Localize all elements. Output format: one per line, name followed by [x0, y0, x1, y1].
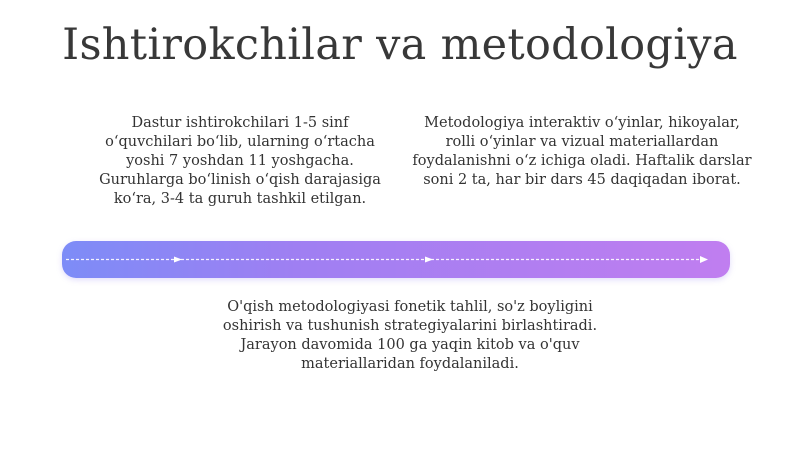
participants-paragraph: Dastur ishtirokchilari 1-5 sinf oʻquvchilari boʻlib, ularning oʻrtacha yoshi 7 yoshdan 11 yoshgacha. Guruhlarga boʻlinish oʻqish darajasiga koʻra, 3-4 ta guruh tashkil etilgan.	[99, 115, 381, 207]
methodology-paragraph: Metodologiya interaktiv oʻyinlar, hikoyalar, rolli oʻyinlar va vizual materiallardan foydalanishni oʻz ichiga oladi. Haftalik darslar soni 2 ta, har bir dars 45 daqiqadan iborat.	[412, 115, 752, 188]
arrow-head-2	[425, 257, 433, 263]
slide-title: Ishtirokchilar va metodologiya	[62, 20, 738, 70]
timeline-arrow-line	[62, 241, 730, 278]
timeline-bar	[62, 241, 730, 278]
arrow-head-3	[700, 256, 708, 263]
reading-methodology-paragraph: O'qish metodologiyasi fonetik tahlil, so'z boyligini oshirish va tushunish strategiyalarini birlashtiradi. Jarayon davomida 100 ga yaqin kitob va o'quv materiallaridan foydalaniladi.	[222, 299, 598, 372]
arrow-head-1	[174, 257, 182, 263]
